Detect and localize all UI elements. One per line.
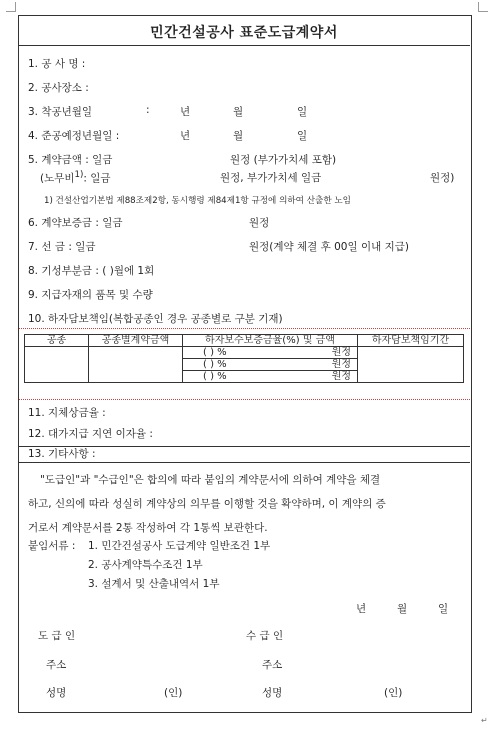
item-deposit: 6. 계약보증금 : 일금 <box>28 217 123 229</box>
item-contract-amount: 5. 계약금액 : 일금 <box>28 154 113 166</box>
item-other: 13. 기타사항 : <box>28 448 96 460</box>
sign-date-month: 월 <box>397 603 408 615</box>
item-late-interest: 12. 대가지급 지연 이자율 : <box>28 428 153 440</box>
end-date-day: 일 <box>297 130 308 142</box>
subcontractor-seal: (인) <box>384 687 403 699</box>
sign-date-day: 일 <box>438 603 449 615</box>
start-date-month: 월 <box>233 106 244 118</box>
item-end-date: 4. 준공예정년월일 : <box>28 130 120 142</box>
attachments-label: 붙임서류 : <box>28 540 76 552</box>
attachment-item: 3. 설계서 및 산출내역서 1부 <box>88 578 220 590</box>
item-start-date: 3. 착공년월일 <box>28 106 93 118</box>
guarantee-rate-cell: ( ) % 원정 <box>183 347 358 359</box>
item-project-name: 1. 공 사 명 : <box>28 58 86 70</box>
item-advance: 7. 선 금 : 일금 <box>28 241 96 253</box>
contract-amount-suffix: 원정 (부가가치세 포함) <box>230 154 337 166</box>
attachment-item: 1. 민간건설공사 도급계약 일반조건 1부 <box>88 540 271 552</box>
item-delay-penalty: 11. 지체상금율 : <box>28 407 106 419</box>
section-divider <box>18 462 470 463</box>
guarantee-rate-cell: ( ) % 원정 <box>183 359 358 371</box>
end-date-month: 월 <box>233 130 244 142</box>
item-defect-liability: 10. 하자담보책임(복합공종인 경우 공종별로 구분 기재) <box>28 313 283 325</box>
labor-amount: : 일금 <box>83 172 111 185</box>
liability-period-cell <box>358 347 464 383</box>
table-row <box>25 347 464 359</box>
guarantee-rate-cell: ( ) % 원정 <box>183 371 358 383</box>
header-liability-period: 하자담보책임기간 <box>358 335 464 347</box>
header-contract-amount: 공종별계약금액 <box>89 335 183 347</box>
title-bar <box>18 15 470 46</box>
start-date-year: 년 <box>180 106 191 118</box>
body-paragraph <box>28 468 466 540</box>
body-line: 거로서 계약문서를 2통 작성하여 각 1통씩 보관한다. <box>28 522 268 534</box>
attachment-item: 2. 공사계약특수조건 1부 <box>88 559 203 571</box>
contractor-label: 도 급 인 <box>38 630 76 642</box>
paragraph-return-mark: ↵ <box>481 716 488 725</box>
contractor-address-label: 주소 <box>46 659 67 671</box>
start-date-day: 일 <box>297 106 308 118</box>
subcontractor-label: 수 급 인 <box>246 630 284 642</box>
labor-end: 원정) <box>430 172 455 184</box>
deposit-suffix: 원정 <box>249 217 270 229</box>
start-date-colon: : <box>146 104 150 116</box>
subcontractor-name-label: 성명 <box>262 687 283 699</box>
header-work-type: 공종 <box>25 335 89 347</box>
item-supplied-materials: 9. 지급자재의 품목 및 수량 <box>28 289 153 301</box>
work-type-cell <box>25 347 89 383</box>
contract-amount-cell <box>89 347 183 383</box>
crop-mark-top-left <box>6 2 16 12</box>
labor-label: (노무비 <box>40 172 75 185</box>
advance-suffix: 원정(계약 체결 후 00일 이내 지급) <box>249 241 409 253</box>
header-guarantee-rate: 하자보수보증금율(%) 및 금액 <box>183 335 358 347</box>
footnote-text: 1) 건설산업기본법 제88조제2항, 동시행령 제84제1항 규정에 의하여 산출한 노임 <box>44 196 351 206</box>
document-title: 민간건설공사 표준도급계약서 <box>150 25 338 41</box>
defect-liability-table <box>24 334 464 383</box>
labor-footnote-ref: 1) <box>74 170 84 180</box>
item-labor-cost <box>40 170 111 186</box>
item-progress-payment: 8. 기성부분금 : ( )월에 1회 <box>28 265 155 277</box>
labor-vat: 원정, 부가가치세 일금 <box>220 172 322 184</box>
end-date-year: 년 <box>180 130 191 142</box>
item-site: 2. 공사장소 : <box>28 82 89 94</box>
contractor-seal: (인) <box>164 687 183 699</box>
body-line: "도급인"과 "수급인"은 합의에 따라 붙임의 계약문서에 의하여 계약을 체결 <box>40 474 381 486</box>
sign-date-year: 년 <box>356 603 367 615</box>
contractor-name-label: 성명 <box>46 687 67 699</box>
subcontractor-address-label: 주소 <box>262 659 283 671</box>
crop-mark-top-right <box>478 2 488 12</box>
body-line: 하고, 신의에 따라 성실히 계약상의 의무를 이행할 것을 확약하며, 이 계약의 증 <box>28 498 386 510</box>
table-header-row <box>25 335 464 347</box>
